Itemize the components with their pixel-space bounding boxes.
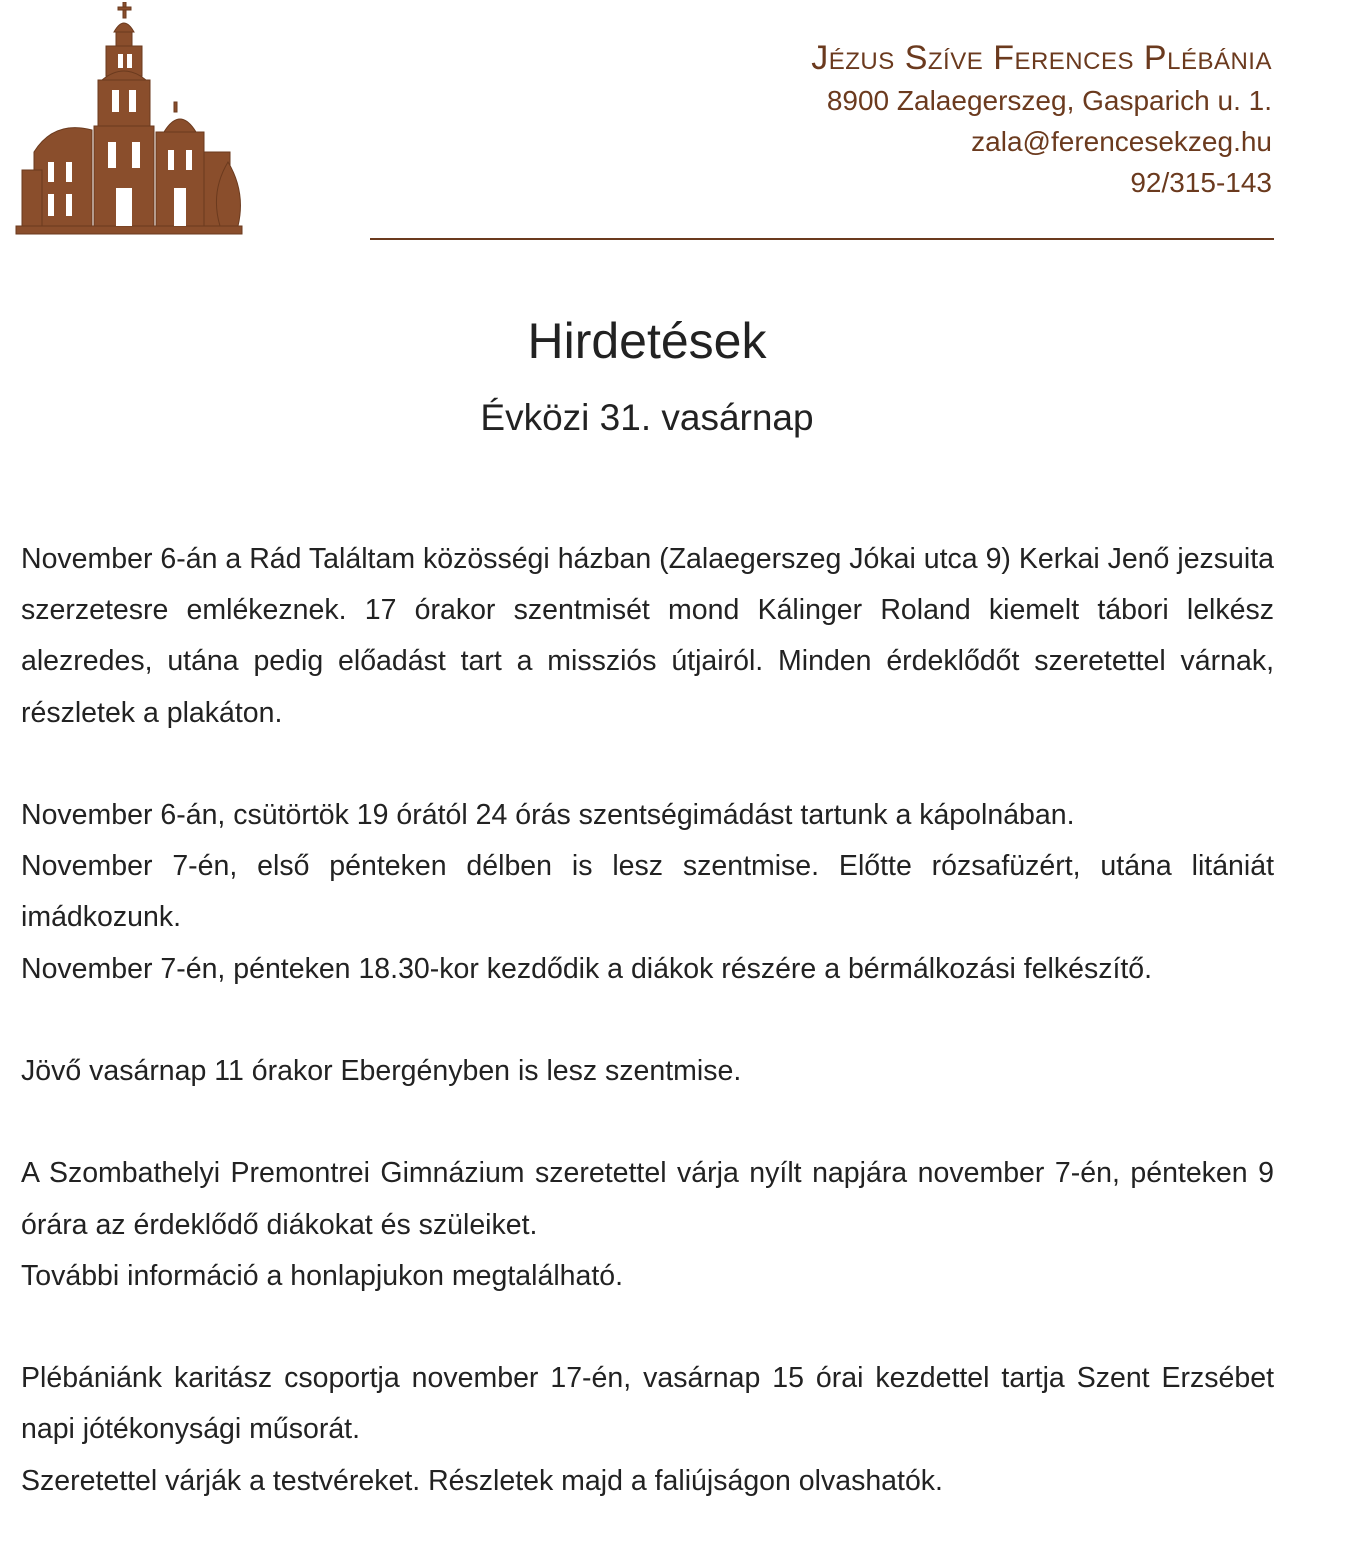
announcements [21,534,1274,1507]
page-title: Hirdetések [527,313,767,369]
announcement-1-line-1: November 6-án a Rád Találtam közösségi házban (Zalaegerszeg Jókai utca 9) Kerkai Jenő jezsuita szerzetesre emlékeznek. 17 órakor szentmisét mond Kálinger Roland kiemelt tábori lelkész alezredes, utána pedig előadást tart a missziós útjairól. Minden érdeklődőt szeretettel várnak, részletek a plakáton. [21,543,1274,729]
announcement-2-line-2: November 7-én, első pénteken délben is lesz szentmise. Előtte rózsafüzért, utána litániát imádkozunk. [21,850,1274,934]
announcement-2-line-3: November 7-én, pénteken 18.30-kor kezdődik a diákok részére a bérmálkozási felkészítő. [21,952,1153,985]
parish-email[interactable]: zala@ferencesekzeg.hu [971,126,1272,157]
announcement-5-line-1: Plébániánk karitász csoportja november 17-én, vasárnap 15 órai kezdettel tartja Szent Erzsébet napi jótékonysági műsorát. [21,1362,1274,1446]
announcement-2-line-1: November 6-án, csütörtök 19 órától 24 órás szentségimádást tartunk a kápolnában. [21,799,1075,831]
announcement-4-line-1: A Szombathelyi Premontrei Gimnázium szeretettel várja nyílt napjára november 7-én, pénteken 9 órára az érdeklődő diákokat és szüleiket. [21,1157,1274,1241]
announcement-4-line-2: További információ a honlapjukon megtalálható. [21,1259,624,1292]
page-subtitle: Évközi 31. vasárnap [480,397,814,438]
header-divider [370,238,1274,240]
church-logo [14,2,246,238]
parish-header [811,36,1272,203]
parish-address: 8900 Zalaegerszeg, Gasparich u. 1. [826,85,1272,116]
announcement-5-line-2: Szeretettel várják a testvéreket. Részletek majd a faliújságon olvashatók. [21,1464,943,1497]
announcement-3-line-1: Jövő vasárnap 11 órakor Ebergényben is lesz szentmise. [21,1055,742,1087]
parish-name: Jézus Szíve Ferences Plébánia [811,39,1272,77]
church-illustration-icon [14,2,246,238]
parish-phone: 92/315-143 [1130,167,1272,198]
